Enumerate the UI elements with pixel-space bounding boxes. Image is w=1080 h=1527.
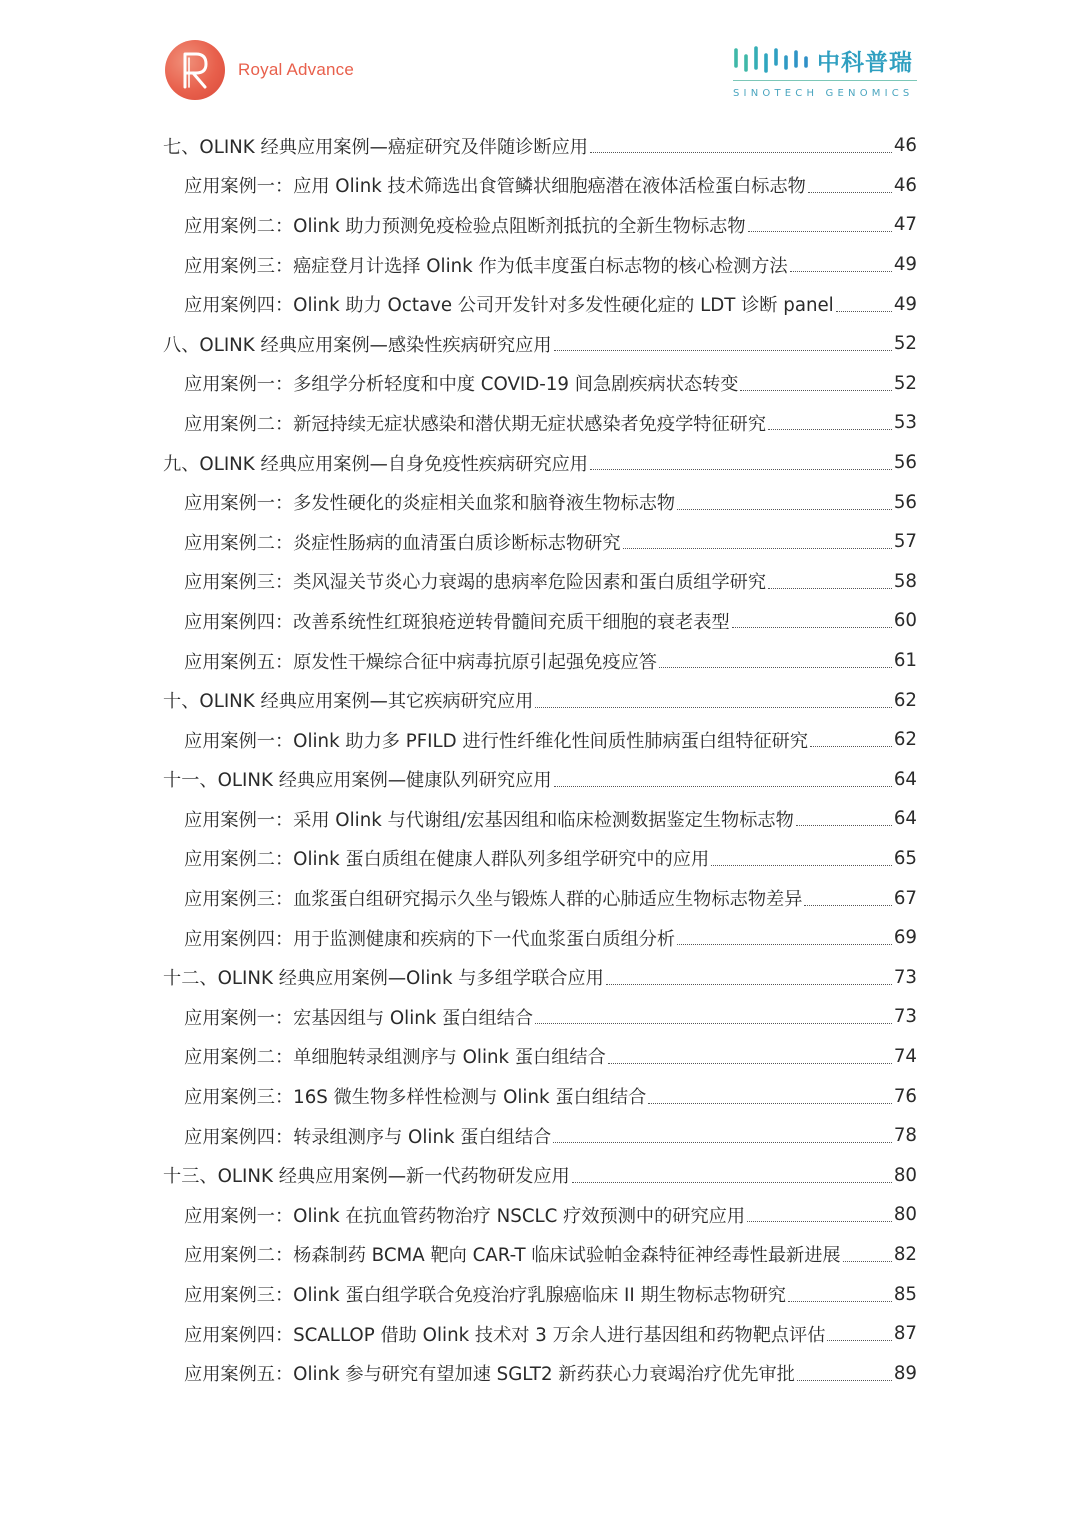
toc-page-number: 73 (893, 1006, 917, 1028)
toc-page-number: 85 (893, 1283, 917, 1305)
toc-page-number: 52 (893, 333, 917, 355)
toc-entry-title: 十二、OLINK 经典应用案例—Olink 与多组学联合应用 (163, 968, 604, 990)
toc-entry-title: 十三、OLINK 经典应用案例—新一代药物研发应用 (163, 1166, 570, 1188)
dot-leader (790, 271, 892, 272)
dot-leader (796, 825, 892, 826)
toc-case-entry[interactable] (163, 1116, 917, 1156)
toc-page-number: 80 (893, 1164, 917, 1186)
toc-case-entry[interactable] (163, 1314, 917, 1354)
toc-case-entry[interactable] (163, 364, 917, 404)
toc-entry-title: 应用案例一：Olink 助力多 PFILD 进行性纤维化性间质性肺病蛋白组特征研究 (184, 730, 809, 752)
dot-leader (554, 786, 892, 787)
dot-leader (711, 865, 892, 866)
toc-case-entry[interactable] (163, 205, 917, 245)
sinotech-name-en: SINOTECH GENOMICS (733, 88, 914, 99)
dot-leader (553, 1142, 892, 1143)
toc-page-number: 78 (893, 1125, 917, 1147)
toc-chapter-entry[interactable] (163, 760, 917, 800)
toc-entry-title: 应用案例四：SCALLOP 借助 Olink 技术对 3 万余人进行基因组和药物靶点评估 (184, 1324, 826, 1346)
toc-entry-title: 应用案例一：Olink 在抗血管药物治疗 NSCLC 疗效预测中的研究应用 (184, 1205, 746, 1227)
toc-entry-title: 应用案例四：用于监测健康和疾病的下一代血浆蛋白质组分析 (184, 928, 676, 950)
toc-entry-title: 应用案例四：转录组测序与 Olink 蛋白组结合 (184, 1126, 552, 1148)
toc-case-entry[interactable] (163, 1076, 917, 1116)
toc-case-entry[interactable] (163, 1353, 917, 1393)
dot-leader (810, 746, 892, 747)
toc-page-number: 74 (893, 1045, 917, 1067)
toc-page-number: 46 (893, 135, 917, 157)
dot-leader (659, 667, 892, 668)
toc-case-entry[interactable] (163, 839, 917, 879)
toc-entry-title: 应用案例二：炎症性肠病的血清蛋白质诊断标志物研究 (184, 532, 621, 554)
toc-entry-title: 七、OLINK 经典应用案例—癌症研究及伴随诊断应用 (163, 136, 588, 158)
dot-leader (843, 1261, 892, 1262)
toc-page-number: 64 (893, 768, 917, 790)
toc-case-entry[interactable] (163, 918, 917, 958)
toc-entry-title: 应用案例二：单细胞转录组测序与 Olink 蛋白组结合 (184, 1047, 606, 1069)
royal-advance-logo (165, 40, 354, 100)
dot-leader (827, 1340, 891, 1341)
toc-page-number: 89 (893, 1362, 917, 1384)
toc-case-entry[interactable] (163, 1274, 917, 1314)
page-header (0, 0, 1080, 120)
toc-entry-title: 应用案例一：采用 Olink 与代谢组/宏基因组和临床检测数据鉴定生物标志物 (184, 809, 794, 831)
toc-case-entry[interactable] (163, 482, 917, 522)
toc-case-entry[interactable] (163, 997, 917, 1037)
toc-page-number: 57 (893, 531, 917, 553)
toc-entry-title: 应用案例三：Olink 蛋白组学联合免疫治疗乳腺癌临床 II 期生物标志物研究 (184, 1285, 786, 1307)
toc-page-number: 49 (893, 254, 917, 276)
dot-leader (747, 1221, 892, 1222)
toc-case-entry[interactable] (163, 799, 917, 839)
sinotech-bars-icon (733, 44, 811, 74)
toc-page-number: 52 (893, 372, 917, 394)
toc-entry-title: 应用案例三：类风湿关节炎心力衰竭的患病率危险因素和蛋白质组学研究 (184, 572, 767, 594)
toc-entry-title: 应用案例二：新冠持续无症状感染和潜伏期无症状感染者免疫学特征研究 (184, 413, 767, 435)
toc-chapter-entry[interactable] (163, 1155, 917, 1195)
toc-page-number: 56 (893, 452, 917, 474)
toc-entry-title: 应用案例一：多组学分析轻度和中度 COVID-19 间急剧疾病状态转变 (184, 374, 739, 396)
toc-case-entry[interactable] (163, 720, 917, 760)
toc-chapter-entry[interactable] (163, 324, 917, 364)
dot-leader (648, 1103, 892, 1104)
brand-divider (733, 80, 917, 81)
dot-leader (608, 1063, 892, 1064)
toc-entry-title: 应用案例二：杨森制药 BCMA 靶向 CAR-T 临床试验帕金森特征神经毒性最新进展 (184, 1245, 841, 1267)
toc-page-number: 47 (893, 214, 917, 236)
toc-case-entry[interactable] (163, 878, 917, 918)
toc-page-number: 64 (893, 808, 917, 830)
toc-page-number: 69 (893, 927, 917, 949)
toc-page-number: 62 (893, 689, 917, 711)
dot-leader (788, 1301, 892, 1302)
dot-leader (590, 469, 892, 470)
toc-entry-title: 应用案例二：Olink 助力预测免疫检验点阻断剂抵抗的全新生物标志物 (184, 215, 746, 237)
toc-entry-title: 应用案例一：宏基因组与 Olink 蛋白组结合 (184, 1007, 534, 1029)
toc-entry-title: 应用案例二：Olink 蛋白质组在健康人群队列多组学研究中的应用 (184, 849, 710, 871)
dot-leader (804, 905, 891, 906)
toc-case-entry[interactable] (163, 562, 917, 602)
dot-leader (572, 1182, 892, 1183)
royal-advance-name: Royal Advance (238, 60, 355, 79)
dot-leader (808, 192, 892, 193)
toc-entry-title: 十、OLINK 经典应用案例—其它疾病研究应用 (163, 691, 534, 713)
toc-entry-title: 应用案例一：多发性硬化的炎症相关血浆和脑脊液生物标志物 (184, 493, 676, 515)
toc-page-number: 73 (893, 966, 917, 988)
toc-page-number: 56 (893, 491, 917, 513)
dot-leader (836, 311, 892, 312)
toc-entry-title: 应用案例三：16S 微生物多样性检测与 Olink 蛋白组结合 (184, 1087, 647, 1109)
dot-leader (677, 509, 892, 510)
toc-page-number: 76 (893, 1085, 917, 1107)
toc-entry-title: 应用案例四：改善系统性红斑狼疮逆转骨髓间充质干细胞的衰老表型 (184, 611, 730, 633)
toc-page-number: 82 (893, 1243, 917, 1265)
toc-page-number: 53 (893, 412, 917, 434)
toc-entry-title: 应用案例四：Olink 助力 Octave 公司开发针对多发性硬化症的 LDT 诊断 panel (184, 295, 834, 317)
toc-entry-title: 应用案例三：血浆蛋白组研究揭示久坐与锻炼人群的心肺适应生物标志物差异 (184, 889, 803, 911)
toc-page-number: 61 (893, 650, 917, 672)
toc-page-number: 65 (893, 847, 917, 869)
dot-leader (797, 1380, 892, 1381)
toc-page-number: 80 (893, 1204, 917, 1226)
dot-leader (606, 984, 892, 985)
toc-chapter-entry[interactable] (163, 443, 917, 483)
toc-entry-title: 十一、OLINK 经典应用案例—健康队列研究应用 (163, 770, 552, 792)
toc-case-entry[interactable] (163, 641, 917, 681)
toc-entry-title: 九、OLINK 经典应用案例—自身免疫性疾病研究应用 (163, 453, 588, 475)
dot-leader (535, 1023, 892, 1024)
toc-case-entry[interactable] (163, 245, 917, 285)
toc-entry-title: 应用案例一：应用 Olink 技术筛选出食管鳞状细胞癌潜在液体活检蛋白标志物 (184, 176, 806, 198)
dot-leader (748, 231, 892, 232)
toc-chapter-entry[interactable] (163, 126, 917, 166)
toc-page-number: 60 (893, 610, 917, 632)
toc-page-number: 58 (893, 570, 917, 592)
toc-page-number: 62 (893, 729, 917, 751)
dot-leader (623, 548, 892, 549)
toc-case-entry[interactable] (163, 601, 917, 641)
dot-leader (535, 707, 892, 708)
toc-case-entry[interactable] (163, 403, 917, 443)
dot-leader (732, 627, 892, 628)
dot-leader (590, 152, 892, 153)
table-of-contents (163, 126, 917, 1393)
toc-chapter-entry[interactable] (163, 957, 917, 997)
dot-leader (768, 588, 892, 589)
toc-chapter-entry[interactable] (163, 680, 917, 720)
toc-page-number: 67 (893, 887, 917, 909)
toc-entry-title: 八、OLINK 经典应用案例—感染性疾病研究应用 (163, 334, 552, 356)
dot-leader (768, 429, 892, 430)
toc-case-entry[interactable] (163, 522, 917, 562)
toc-case-entry[interactable] (163, 1235, 917, 1275)
toc-entry-title: 应用案例三：癌症登月计选择 Olink 作为低丰度蛋白标志物的核心检测方法 (184, 255, 788, 277)
toc-page-number: 46 (893, 174, 917, 196)
toc-case-entry[interactable] (163, 284, 917, 324)
toc-page-number: 49 (893, 293, 917, 315)
dot-leader (554, 350, 892, 351)
toc-case-entry[interactable] (163, 1195, 917, 1235)
toc-entry-title: 应用案例五：Olink 参与研究有望加速 SGLT2 新药获心力衰竭治疗优先审批 (184, 1364, 795, 1386)
toc-case-entry[interactable] (163, 166, 917, 206)
toc-entry-title: 应用案例五：原发性干燥综合征中病毒抗原引起强免疫应答 (184, 651, 657, 673)
dot-leader (740, 390, 891, 391)
toc-page-number: 87 (893, 1323, 917, 1345)
toc-case-entry[interactable] (163, 1037, 917, 1077)
r-logo-icon (165, 40, 225, 100)
dot-leader (677, 944, 892, 945)
sinotech-name-cn: 中科普瑞 (817, 50, 913, 76)
